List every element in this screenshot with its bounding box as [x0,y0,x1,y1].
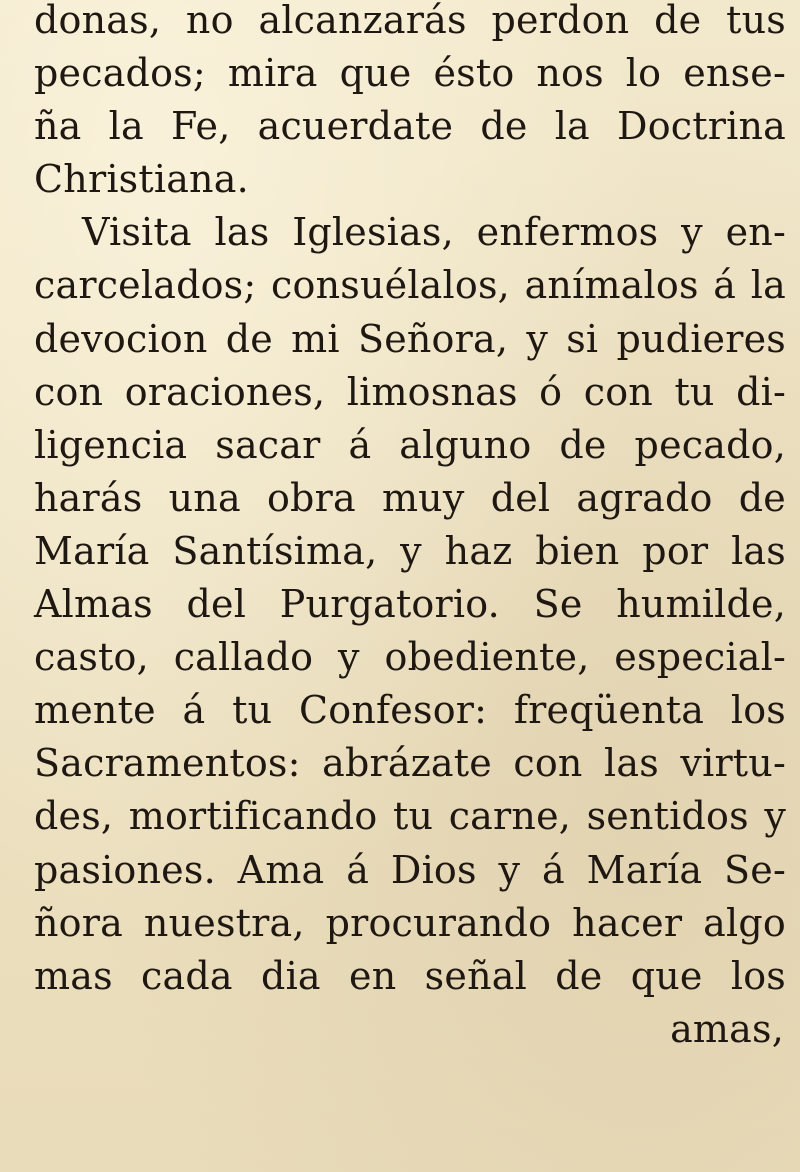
text-line: pasiones. Ama á Dios y á María Se- [34,847,786,892]
paragraph-start-line: Visita las Iglesias, enfermos y en- [82,210,786,255]
text-line: Christiana. [34,157,249,202]
text-line: con oraciones, limosnas ó con tu di- [34,369,786,414]
text-line: harás una obra muy del agrado de [34,475,786,520]
text-line: pecados; mira que ésto nos lo ense- [34,51,786,96]
text-line: ñora nuestra, procurando hacer algo [34,900,786,945]
text-line: donas, no alcanzarás perdon de tus [34,0,786,42]
text-line: Sacramentos: abrázate con las virtu- [34,741,786,786]
text-line: devocion de mi Señora, y si pudieres [34,316,786,361]
text-line: mas cada dia en señal de que los [34,953,786,998]
text-line: ligencia sacar á alguno de pecado, [34,422,786,467]
text-line: Almas del Purgatorio. Se humilde, [34,582,786,627]
text-line: mente á tu Confesor: freqüenta los [34,688,786,733]
page-text [34,0,786,1056]
text-line: des, mortificando tu carne, sentidos y [34,794,786,839]
text-line: María Santísima, y haz bien por las [34,528,786,573]
text-line: casto, callado y obediente, especial- [34,635,786,680]
catchword: amas, [670,1006,784,1051]
text-line: carcelados; consuélalos, anímalos á la [34,263,786,308]
text-line: ña la Fe, acuerdate de la Doctrina [34,104,786,149]
